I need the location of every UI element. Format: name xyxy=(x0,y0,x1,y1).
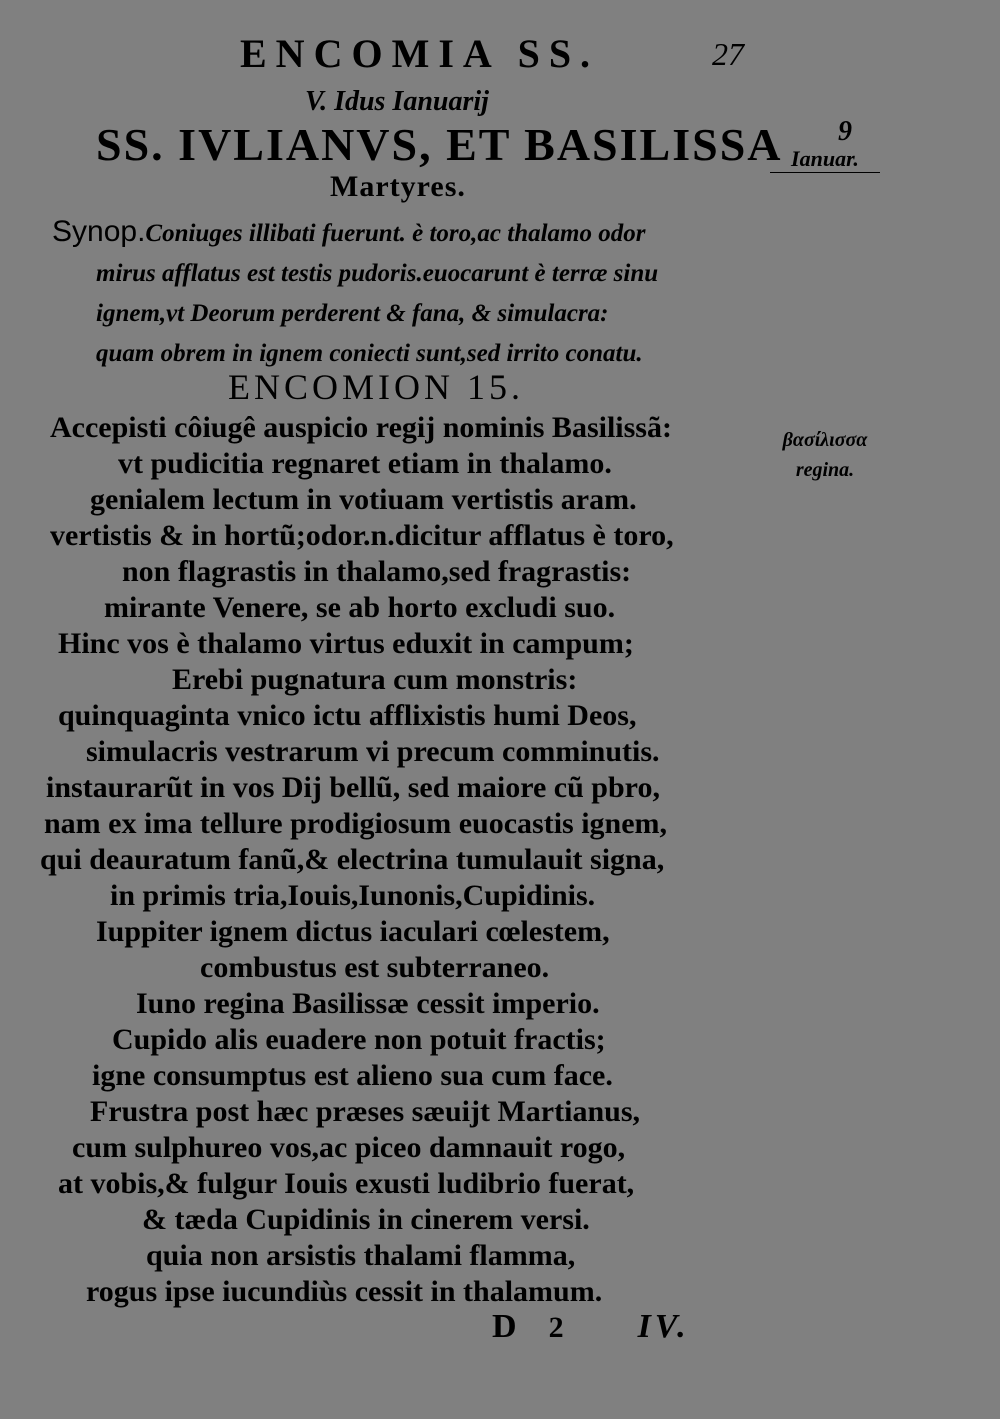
poem-line: rogus ipse iucundiùs cessit in thalamum. xyxy=(86,1275,603,1308)
poem-line: combustus est subterraneo. xyxy=(200,951,550,984)
poem-line: quia non arsistis thalami flamma, xyxy=(146,1239,576,1272)
poem-line: Iuppiter ignem dictus iaculari cœlestem, xyxy=(96,915,610,948)
margin-note-greek: βασίλισσα xyxy=(782,429,868,451)
margin-date-month: Ianuar. xyxy=(770,146,880,173)
poem-line: non flagrastis in thalamo,sed fragrastis: xyxy=(122,555,632,588)
poem-line: Cupido alis euadere non potuit fractis; xyxy=(112,1023,606,1056)
poem-line: Hinc vos è thalamo virtus eduxit in campum; xyxy=(58,627,634,660)
title-subtitle: Martyres. xyxy=(330,170,466,203)
poem-line: Iuno regina Basilissæ cessit imperio. xyxy=(136,987,600,1020)
synopsis-line: mirus afflatus est testis pudoris.euocarunt è terræ sinu xyxy=(96,260,659,287)
poem-line: vertistis & in hortũ;odor.n.dicitur afflatus è toro, xyxy=(50,519,674,552)
synopsis-label: Synop. xyxy=(52,215,146,248)
poem-line: vt pudicitia regnaret etiam in thalamo. xyxy=(118,447,612,480)
signature-letter: D xyxy=(492,1308,521,1345)
synopsis-line: ignem,vt Deorum perderent & fana, & simulacra: xyxy=(96,300,609,327)
poem-line: igne consumptus est alieno sua cum face. xyxy=(92,1059,613,1092)
poem-line: Frustra post hæc præses sæuijt Martianus, xyxy=(90,1095,640,1128)
synopsis-text: Coniuges illibati fuerunt. è toro,ac thalamo odor xyxy=(145,220,646,247)
margin-note xyxy=(770,425,880,485)
margin-date-day: 9 xyxy=(838,116,852,147)
running-head: ENCOMIA SS. xyxy=(240,31,600,76)
signature-mark xyxy=(492,1308,690,1346)
poem-line: mirante Venere, se ab horto excludi suo. xyxy=(104,591,616,624)
signature-roman: IV. xyxy=(637,1308,690,1345)
signature-number: 2 xyxy=(548,1311,568,1344)
saint-title: SS. IVLIANVS, ET BASILISSA xyxy=(96,119,783,170)
encomion-heading: ENCOMION 15. xyxy=(228,367,524,407)
poem-line: nam ex ima tellure prodigiosum euocastis ignem, xyxy=(44,807,668,840)
poem-line: & tæda Cupidinis in cinerem versi. xyxy=(142,1203,590,1236)
synopsis xyxy=(52,212,772,374)
feast-date-line: V. Idus Ianuarij xyxy=(305,86,489,117)
poem-line: in primis tria,Iouis,Iunonis,Cupidinis. xyxy=(110,879,596,912)
poem-line: Accepisti côiugê auspicio regij nominis Basilissã: xyxy=(50,411,672,444)
poem-line: quinquaginta vnico ictu afflixistis humi Deos, xyxy=(58,699,637,732)
synopsis-line xyxy=(52,212,772,254)
poem-line: simulacris vestrarum vi precum comminutis. xyxy=(86,735,660,768)
poem-line: Erebi pugnatura cum monstris: xyxy=(172,663,578,696)
poem-line: at vobis,& fulgur Iouis exusti ludibrio fuerat, xyxy=(58,1167,635,1200)
margin-date xyxy=(770,118,880,173)
page-number: 27 xyxy=(712,36,744,72)
margin-note-latin: regina. xyxy=(795,459,855,481)
poem-line: qui deauratum fanũ,& electrina tumulauit signa, xyxy=(40,843,665,876)
synopsis-line: quam obrem in ignem coniecti sunt,sed irrito conatu. xyxy=(96,340,643,367)
poem-line: instaurarũt in vos Dij bellũ, sed maiore cũ pbro, xyxy=(46,771,660,804)
poem-line: cum sulphureo vos,ac piceo damnauit rogo, xyxy=(72,1131,626,1164)
poem-line: genialem lectum in votiuam vertistis aram. xyxy=(90,483,637,516)
